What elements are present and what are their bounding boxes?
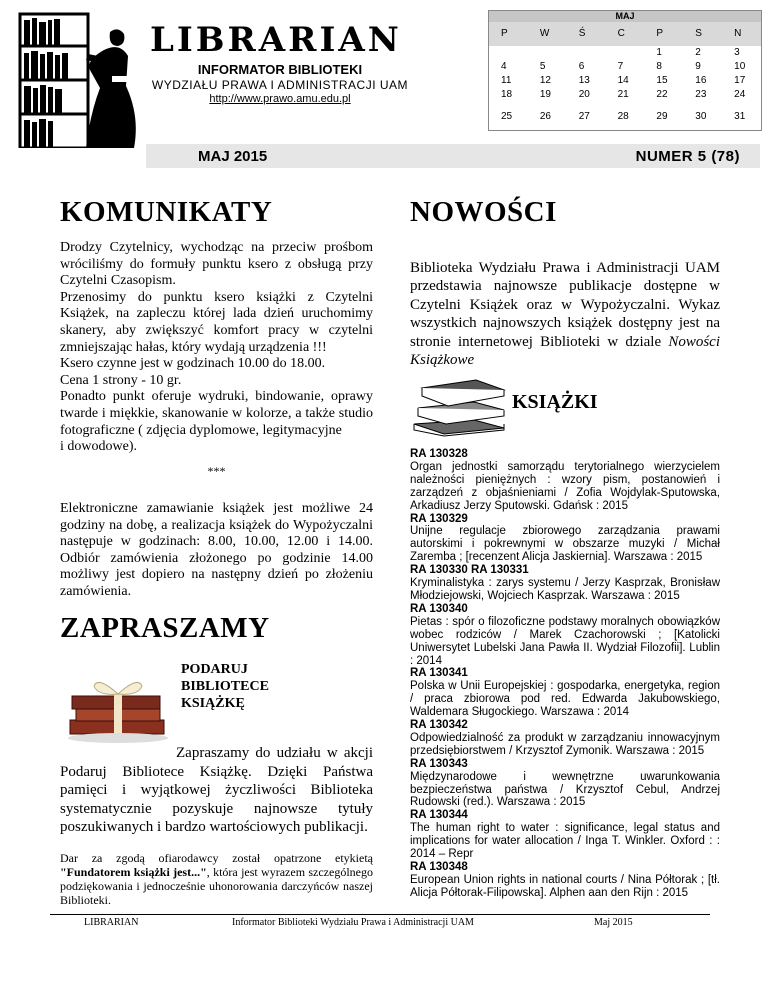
weekday: S [695,28,702,39]
calendar-week [489,60,761,74]
calendar-day: 21 [617,89,629,100]
donation-title-line: KSIĄŻKĘ [181,696,245,711]
donation-title-line: PODARUJ [181,662,248,677]
calendar-day: 16 [695,75,707,86]
calendar-day: 7 [617,61,624,72]
donation-title-line: BIBLIOTECE [181,679,269,694]
komunikaty-line: Ponadto punkt oferuje wydruki, bindowanie, oprawy twarde i miękkie, skanowanie w kolorze, a także studio fotograficzne ( zdjęcia dyplomowe, legitymacyjne [60,389,373,438]
calendar-day: 18 [501,89,513,100]
book-description: Pietas : spór o filozoficzne podstawy moralnych obowiązków wobec rodziców / Marek Czachorowski ; [Katolicki Uniwersytet Lubelski Jana Pawła II. Wydział Filozofii]. Lublin : 2014 [410,615,720,667]
komunikaty-line: Cena 1 strony - 10 gr. [60,372,182,388]
book-signature: RA 130348 [410,861,468,873]
calendar-day [489,46,528,60]
newsletter-title: LIBRARIAN [150,20,402,60]
book-description: European Union rights in national courts / Nina Półtorak ; [tł. Alicja Półtorak-Filipowska]. Alphen aan den Rijn : 2015 [410,873,720,899]
book-signature: RA 130330 RA 130331 [410,564,529,577]
komunikaty-paragraph: Elektroniczne zamawianie książek jest możliwe 24 godziny na dobę, a realizacja książek do Wypożyczalni następuje w godzinach: 8.00, 10.00, 12.00 i 14.00. Odbiór zamówienia złożonego po godzinie 14.00 możliwy jest dopiero na następny dzień po złożeniu zamówienia. [60,501,373,599]
calendar-day: 29 [656,111,668,122]
gift-books-icon [62,668,172,748]
calendar-day: 20 [578,89,590,100]
book-signature: RA 130344 [410,809,468,822]
calendar-day: 27 [578,111,590,122]
calendar-day: 15 [656,75,668,86]
calendar-grid [489,46,761,124]
new-books-list [410,448,720,900]
calendar-day: 6 [578,61,585,72]
issue-number: NUMER 5 (78) [635,148,740,165]
donation-box-title [181,661,269,712]
book-signature: RA 130343 [410,757,468,770]
calendar-week [489,88,761,102]
weekday: W [539,28,550,39]
calendar-day: 22 [656,89,668,100]
nowosci-heading: NOWOŚCI [410,196,557,228]
reader-at-bookshelf-illustration [18,10,150,148]
website-link[interactable]: http://www.prawo.amu.edu.pl [209,93,351,105]
calendar-day: 12 [539,75,551,86]
komunikaty-line: Przenosimy do punktu ksero książki z Czytelni Książek, na zapleczu której lada dzień uruchomimy skanery, aby zwiększyć komfort pracy w czytelni zmniejszając hałas, który wydają urządzenia !!! [60,289,373,355]
zapraszamy-paragraph: Zapraszamy do udziału w akcji Podaruj Bibliotece Książkę. Dzięki Państwa pamięci i wyjątkowej życzliwości Biblioteka systematycznie pozyskuje najnowsze tytuły poszukiwanych i bardzo wartościowych publikacji. [60,745,373,836]
calendar-day: 14 [617,75,629,86]
issue-bar [146,144,760,168]
footer-center: Informator Biblioteki Wydziału Prawa i Administracji UAM [232,917,474,928]
newsletter-subtitle: INFORMATOR BIBLIOTEKI [197,62,363,77]
faculty-name: WYDZIAŁU PRAWA I ADMINISTRACJI UAM [151,78,409,92]
calendar [488,10,762,131]
calendar-day: 13 [578,75,590,86]
weekday: P [656,28,664,39]
nowosci-link-text: Nowości Książkowe [410,333,720,369]
zapraszamy-heading: ZAPRASZAMY [60,612,270,644]
calendar-day: 30 [695,111,707,122]
footer-right: Maj 2015 [594,917,633,928]
book-signature: RA 130340 [410,602,468,615]
calendar-day: 11 [501,75,512,86]
calendar-day: 28 [617,111,629,122]
book-signature: RA 130329 [410,512,468,525]
donation-note-prefix: Dar za zgodą ofiarodawcy został opatrzone etykietą [60,851,373,865]
komunikaty-heading: KOMUNIKATY [60,196,273,228]
ksiazki-label: KSIĄŻKI [512,391,598,413]
weekday: P [501,28,508,39]
book-description: The human right to water : significance, legal status and implications for water allocation / Inga T. Winkler. Oxford : : 2014 – Repr [410,822,720,861]
weekday: C [617,28,625,39]
issue-date: MAJ 2015 [198,148,268,165]
calendar-day: 17 [734,75,746,86]
calendar-week [489,74,761,88]
calendar-day: 10 [734,61,746,72]
books-stack-icon [400,374,510,438]
komunikaty-line: Drodzy Czytelnicy, wychodząc na przeciw prośbom wróciliśmy do formuły punktu ksero z obsługą przy Czytelni Czasopism. [60,240,373,289]
book-description: Kryminalistyka : zarys systemu / Jerzy Kasprzak, Bronisław Młodziejowski, Wojciech Kasprzak. Warszawa : 2015 [410,577,720,602]
calendar-day [567,46,606,60]
calendar-day: 3 [734,47,740,58]
calendar-week [489,46,761,60]
calendar-day [606,46,645,60]
book-signature: RA 130341 [410,667,468,680]
calendar-day: 2 [695,47,701,58]
calendar-month: MAJ [489,11,761,22]
footer-divider [50,914,710,915]
calendar-day: 5 [539,61,546,72]
book-description: Polska w Unii Europejskiej : gospodarka, energetyka, region / praca zbiorowa pod red. Edwarda Jakubowskiego, Waldemara Sługockiego. Warszawa : 2014 [410,680,720,719]
nowosci-intro-text: Biblioteka Wydziału Prawa i Administracji UAM przedstawia najnowsze publikacje dostępne w Czytelni Książek oraz w Wypożyczalni. Wykaz wszystkich najnowszych książek dostępny jest na stronie internetowej Biblioteki w dziale [410,260,720,350]
book-signature: RA 130328 [410,448,468,460]
calendar-weekdays [489,22,761,46]
book-signature: RA 130342 [410,719,468,732]
donation-label: "Fundatorem książki jest..." [60,864,207,879]
calendar-day: 26 [539,111,551,122]
weekday: Ś [578,28,586,39]
komunikaty-line: i dowodowe). [60,439,137,455]
calendar-day [528,46,567,60]
calendar-day: 8 [656,61,662,72]
book-description: Odpowiedzialność za produkt w zarządzaniu innowacyjnym przedsiębiorstwem / Krzysztof Zymonik. Warszawa : 2015 [410,731,720,757]
nowosci-intro [410,259,720,369]
calendar-day: 24 [734,89,746,100]
calendar-day: 25 [501,111,513,122]
footer-left: LIBRARIAN [84,917,139,928]
donation-note [60,852,373,908]
calendar-day: 19 [539,89,551,100]
donation-note-suffix: , która jest wyrazem szczególnego podziękowania i jednocześnie uhonorowania darczyńców naszej Biblioteki. [60,864,373,907]
book-description: Organ jednostki samorządu terytorialnego wierzycielem należności pieniężnych : wzory pism, postanowień i zarządzeń z objaśnieniami / Zofia Wojdylak-Sputowska, Arkadiusz Jerzy Sputowski. Gdańsk : 2015 [410,460,720,512]
komunikaty-text [60,240,373,456]
komunikaty-line: Ksero czynne jest w godzinach 10.00 do 18.00. [60,356,326,372]
book-description: Międzynarodowe i wewnętrzne uwarunkowania bezpieczeństwa państwa / Krzysztof Cebul, Andrzej Rudowski (red.). Warszawa : 2015 [410,770,720,809]
calendar-week [489,110,761,124]
book-description: Unijne regulacje zbiorowego zarządzania prawami autorskimi i pokrewnymi w obszarze muzyki / Michał Zaremba ; [recenzent Alicja Jaskiernia]. Warszawa : 2015 [410,525,720,564]
calendar-day: 9 [695,61,701,72]
separator: *** [207,464,226,478]
calendar-day: 23 [695,89,707,100]
weekday: N [734,28,742,39]
calendar-day: 1 [656,47,662,58]
calendar-day: 4 [501,61,507,72]
calendar-day: 31 [734,111,746,122]
